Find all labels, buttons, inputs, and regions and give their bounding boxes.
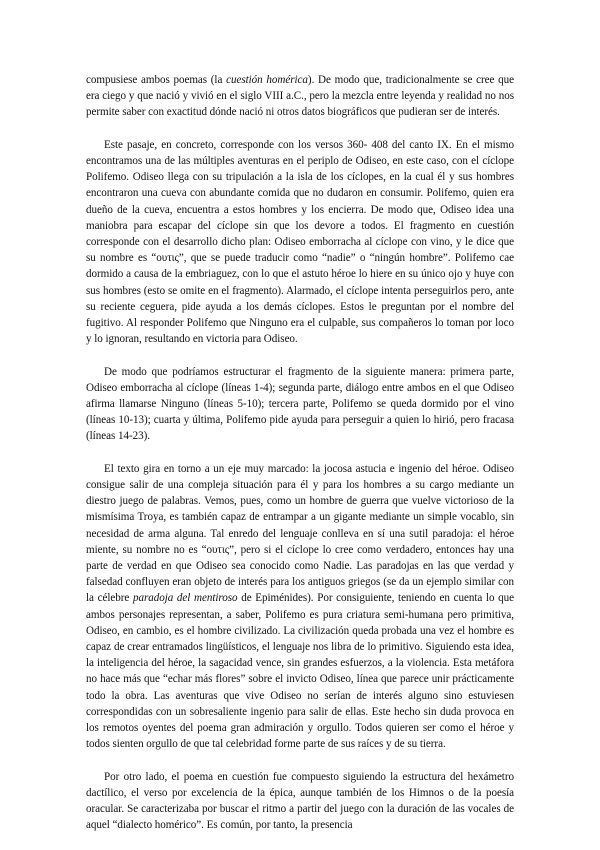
p0-text-b: ). De modo que, tradicionalmente se cree que era ciego y que nació y vivió en el siglo VIII a.C., pero la mezcla entre leyenda y realidad no nos permite saber con exactitud dónde nació ni otros datos biográficos que pudieran ser de interés. — [86, 74, 515, 119]
p1-text: Este pasaje, en concreto, corresponde con los versos 360- 408 del canto IX. En el mismo encontramos una de las múltiples aventuras en el periplo de Odiseo, en este caso, con el cíclope Polifemo. Odiseo llega con su tripulación a la isla de los cíclopes, en la cual él y sus hombres encontraron una cueva con abundante comida que no dudaron en consumir. Polifemo, quien era dueño de la cueva, encuentra a estos hombres y los encierra. De modo que, Odiseo idea una maniobra para escapar del cíclope sin que los devore a todos. El fragmento en cuestión corresponde con el desarrollo dicho plan: Odiseo emborracha al cíclope con vino, y le dice que su nombre es “ουτις”, que se puede traducir como “nadie” o “ningún hombre”. Polifemo cae dormido a causa de la embriaguez, con lo que el astuto héroe lo hiere en su único ojo y huye con sus hombres (esto se omite en el fragmento). Alarmado, el cíclope intenta perseguirlos pero, ante su reciente ceguera, pide ayuda a los demás cíclopes. Estos le preguntan por el nombre del fugitivo. Al responder Polifemo que Ninguno era el culpable, sus compañeros lo toman por loco y lo ignoran, resultando en victoria para Odiseo. — [86, 138, 514, 346]
paragraph-3 — [86, 364, 514, 445]
paragraph-5 — [86, 769, 514, 834]
paragraph-4 — [86, 461, 514, 753]
p3-text-b: de Epiménides). Por consiguiente, teniendo en cuenta lo que ambos personajes representan, a saber, Polifemo es pura criatura semi-humana pero primitiva, Odiseo, en cambio, es el hombre civilizado. La civilización queda probada una vez el hombre es capaz de crear entramados lingüísticos, el lenguaje nos libra de lo primitivo. Siguiendo esta idea, la inteligencia del héroe, la sagacidad vence, sin grandes esfuerzos, a la violencia. Esta metáfora no hace más que “echar más flores” sobre el invicto Odiseo, línea que parece unir prácticamente todo la obra. Las aventuras que vive Odiseo no serían de interés alguno sino estuviesen correspondidas con un sobresaliente ingenio para salir de ellas. Este hecho sin duda provoca en los remotos oyentes del poema gran admiración y orgullo. Todos quieren ser como el héroe y todos sienten orgullo de que tal celebridad forme parte de sus raíces y de su tierra. — [86, 592, 514, 751]
p0-text-a: compusiese ambos poemas (la — [86, 74, 227, 86]
paragraph-1 — [86, 72, 514, 121]
p0-italic-cuestion-homerica: cuestión homérica — [226, 74, 308, 86]
p2-text: De modo que podríamos estructurar el fragmento de la siguiente manera: primera parte, Odiseo emborracha al cíclope (líneas 1-4); segunda parte, diálogo entre ambos en el que Odiseo afirma llamarse Ninguno (líneas 5-10); tercera parte, Polifemo se queda dormido por el vino (líneas 10-13); cuarta y última, Polifemo pide ayuda para perseguir a quien lo hirió, pero fracasa (líneas 14-23). — [86, 365, 514, 443]
p3-text-a: El texto gira en torno a un eje muy marcado: la jocosa astucia e ingenio del héroe. Odiseo consigue salir de una compleja situación para él y para los hombres a su cargo mediante un diestro juego de palabras. Vemos, pues, como un hombre de guerra que vuelve victorioso de la mismísima Troya, es también capaz de entrampar a un gigante mediante un simple vocablo, sin necesidad de arma alguna. Tal enredo del lenguaje conlleva en sí una sutil paradoja: el héroe miente, su nombre no es “ουτις”, pero si el cíclope lo cree como verdadero, entonces hay una parte de verdad en que Odiseo sea conocido como Nadie. Las paradojas en las que verdad y falsedad confluyen eran objeto de interés para los antiguos griegos (se da un ejemplo similar con la célebre — [86, 462, 514, 605]
document-page — [86, 72, 514, 850]
p4-text: Por otro lado, el poema en cuestión fue compuesto siguiendo la estructura del hexámetro dactílico, el verso por excelencia de la épica, aunque también de los Himnos o de la poesía oracular. Se caracterizaba por buscar el ritmo a partir del juego con la duración de las vocales de aquel “dialecto homérico”. Es común, por tanto, la presencia — [86, 770, 514, 832]
p3-italic-paradoja: paradoja del mentiroso — [132, 592, 238, 605]
paragraph-2 — [86, 137, 514, 348]
